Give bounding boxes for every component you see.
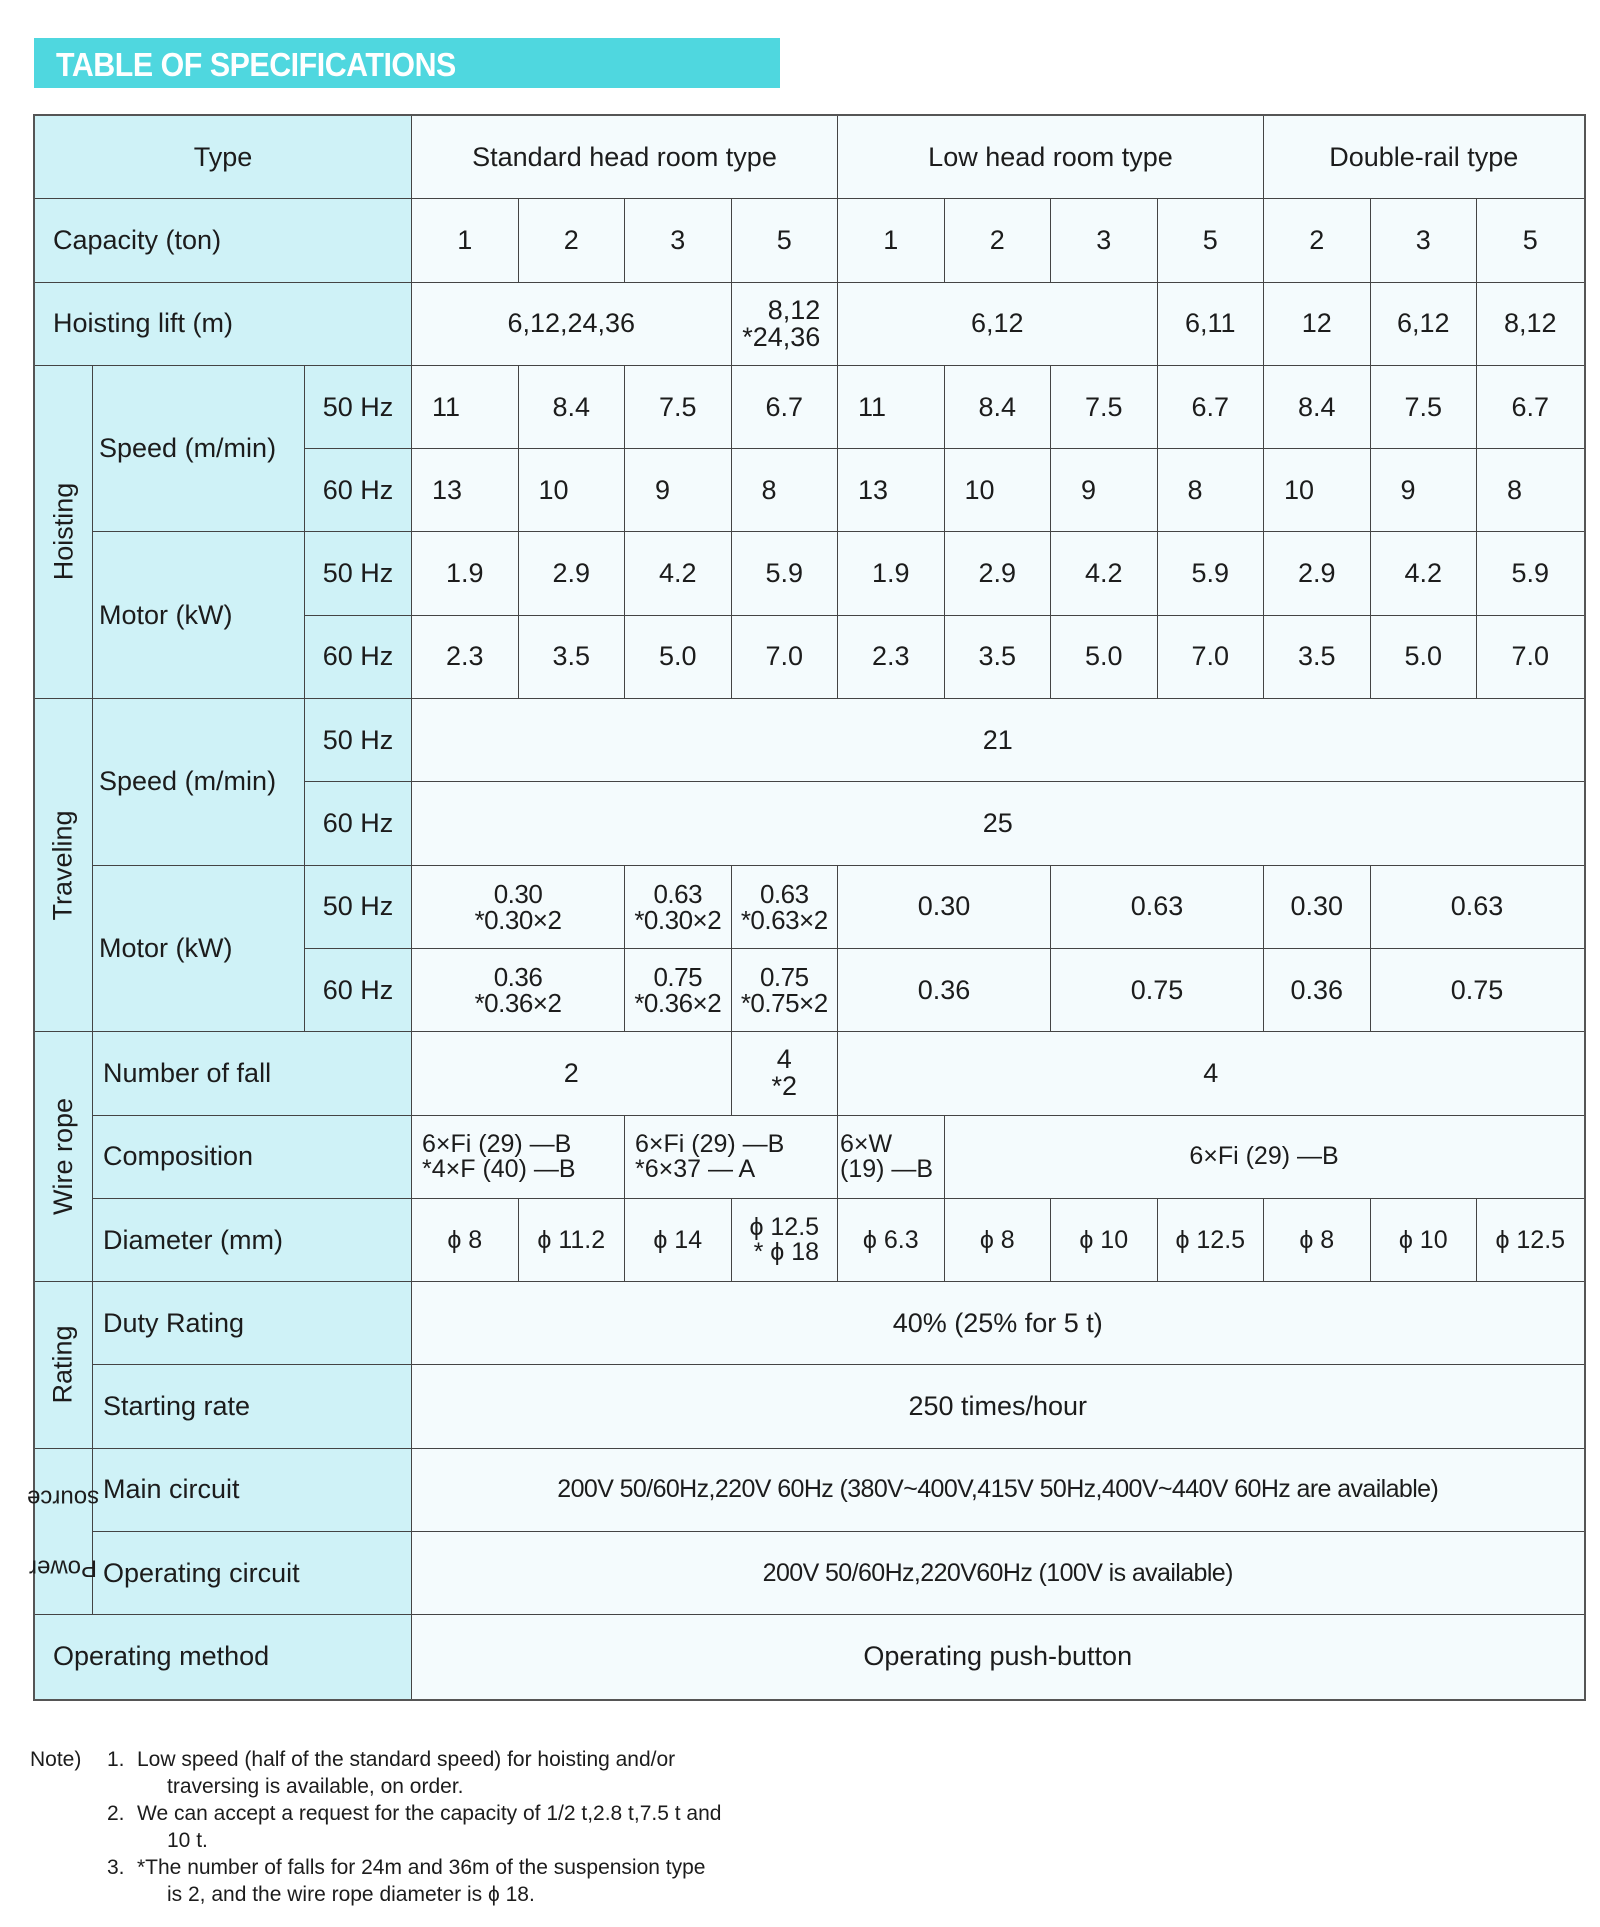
- note-item: [30, 1854, 767, 1881]
- value-alt: * ϕ 18: [753, 1238, 820, 1266]
- hz-60-label: 60 Hz: [305, 449, 412, 532]
- hoisting-speed-60-cell: 9: [1051, 449, 1158, 532]
- diameter-cell: ϕ 8: [945, 1199, 1052, 1282]
- hoisting-speed-60-cell: 9: [1371, 449, 1478, 532]
- hoisting-speed-50-cell: 11: [838, 366, 945, 449]
- hoisting-motor-50-cell: 2.9: [945, 532, 1052, 615]
- value-alt: *0.63×2: [740, 904, 828, 935]
- capacity-cell: 1: [838, 199, 945, 282]
- type-header: Type: [35, 116, 412, 199]
- value-main: 6×Fi (29) —B: [635, 1129, 785, 1158]
- capacity-cell: 5: [1477, 199, 1584, 282]
- note-text: We can accept a request for the capacity of 1/2 t,2.8 t,7.5 t and: [137, 1802, 722, 1825]
- type-standard-head-room: Standard head room type: [412, 116, 838, 199]
- hoisting-speed-60-cell: 9: [625, 449, 732, 532]
- number-of-fall-cell: 4: [838, 1032, 1584, 1115]
- value-main: 0.30: [493, 878, 543, 909]
- value-main: 0.63: [759, 878, 809, 909]
- duty-rating-label: Duty Rating: [93, 1282, 412, 1365]
- note-text: *The number of falls for 24m and 36m of the suspension type: [137, 1856, 706, 1879]
- value-main: 6×W: [840, 1129, 893, 1158]
- traveling-motor-50-cell: 0.63: [1051, 866, 1264, 949]
- value-main: 0.63: [653, 878, 703, 909]
- hoisting-motor-label: Motor (kW): [93, 532, 305, 699]
- title-bar: [34, 38, 780, 88]
- diameter-cell: ϕ 12.5: [1477, 1199, 1584, 1282]
- traveling-motor-60-cell: [412, 949, 625, 1032]
- hoisting-motor-60-cell: 7.0: [732, 616, 839, 699]
- capacity-cell: 5: [732, 199, 839, 282]
- diameter-cell: ϕ 10: [1051, 1199, 1158, 1282]
- hoisting-lift-main: 8,12: [767, 294, 821, 325]
- hoisting-motor-50-cell: 5.9: [1477, 532, 1584, 615]
- value-alt: *0.36×2: [634, 988, 722, 1019]
- hoisting-speed-label: Speed (m/min): [93, 366, 305, 533]
- hoisting-lift-cell: 12: [1264, 283, 1371, 366]
- hoisting-group-label: [35, 366, 93, 699]
- traveling-motor-60-cell: 0.75: [1371, 949, 1584, 1032]
- number-of-fall-cell: 2: [412, 1032, 732, 1115]
- traveling-group-label: [35, 699, 93, 1032]
- value-alt: *0.30×2: [634, 904, 722, 935]
- traveling-motor-50-cell: [732, 866, 839, 949]
- capacity-label: Capacity (ton): [35, 199, 412, 282]
- composition-cell: [412, 1116, 625, 1199]
- value-main: 0.75: [653, 962, 703, 993]
- traveling-motor-50-cell: 0.63: [1371, 866, 1584, 949]
- traveling-motor-60-cell: [732, 949, 839, 1032]
- traveling-motor-label: Motor (kW): [93, 866, 305, 1033]
- capacity-cell: 2: [1264, 199, 1371, 282]
- diameter-cell: ϕ 8: [412, 1199, 519, 1282]
- hz-50-label: 50 Hz: [305, 699, 412, 782]
- diameter-cell: [732, 1199, 839, 1282]
- operating-circuit-label: Operating circuit: [93, 1532, 412, 1615]
- type-double-rail: Double-rail type: [1264, 116, 1584, 199]
- starting-rate-value: 250 times/hour: [412, 1365, 1584, 1448]
- diameter-cell: ϕ 12.5: [1158, 1199, 1265, 1282]
- traveling-motor-60-cell: 0.36: [838, 949, 1051, 1032]
- hz-60-label: 60 Hz: [305, 616, 412, 699]
- note-head: Note): [30, 1748, 82, 1771]
- hoisting-motor-50-cell: 2.9: [519, 532, 626, 615]
- rating-group-label: [35, 1282, 93, 1449]
- hoisting-speed-60-cell: 8: [1477, 449, 1584, 532]
- composition-label: Composition: [93, 1116, 412, 1199]
- value-alt: *0.36×2: [474, 988, 562, 1019]
- hz-50-label: 50 Hz: [305, 366, 412, 449]
- power-source-line2: source: [27, 1484, 100, 1512]
- hz-50-label: 50 Hz: [305, 532, 412, 615]
- main-circuit-label: Main circuit: [93, 1449, 412, 1532]
- hoisting-lift-cell: 8,12: [1477, 283, 1584, 366]
- traveling-motor-50-cell: 0.30: [838, 866, 1051, 949]
- traveling-motor-60-cell: 0.75: [1051, 949, 1264, 1032]
- composition-cell: 6×Fi (29) —B: [945, 1116, 1584, 1199]
- composition-cell: [838, 1116, 945, 1199]
- hoisting-speed-60-cell: 8: [1158, 449, 1265, 532]
- diameter-cell: ϕ 11.2: [519, 1199, 626, 1282]
- note-number: 1.: [107, 1748, 125, 1771]
- composition-cell: [625, 1116, 838, 1199]
- hoisting-speed-50-cell: 6.7: [1477, 366, 1584, 449]
- diameter-cell: ϕ 10: [1371, 1199, 1478, 1282]
- value-main: ϕ 12.5: [749, 1213, 820, 1241]
- hoisting-motor-50-cell: 2.9: [1264, 532, 1371, 615]
- power-source-group-label: [27, 1449, 100, 1616]
- hoisting-speed-50-cell: 7.5: [1051, 366, 1158, 449]
- hoisting-speed-60-cell: 10: [519, 449, 626, 532]
- diameter-cell: ϕ 14: [625, 1199, 732, 1282]
- page-title: TABLE OF SPECIFICATIONS: [56, 46, 456, 83]
- capacity-cell: 3: [625, 199, 732, 282]
- hoisting-lift-label: Hoisting lift (m): [35, 283, 412, 366]
- hoisting-lift-cell: 6,12,24,36: [412, 283, 732, 366]
- traveling-speed-label: Speed (m/min): [93, 699, 305, 866]
- value-alt: *0.30×2: [474, 904, 562, 935]
- hoisting-speed-60-cell: 10: [945, 449, 1052, 532]
- traveling-speed-50-value: 21: [412, 699, 1584, 782]
- hoisting-speed-50-cell: 7.5: [625, 366, 732, 449]
- hoisting-motor-60-cell: 5.0: [1371, 616, 1478, 699]
- value-main: 0.36: [493, 962, 543, 993]
- hoisting-motor-50-cell: 4.2: [1371, 532, 1478, 615]
- value-alt: *6×37 — A: [635, 1154, 756, 1183]
- capacity-cell: 5: [1158, 199, 1265, 282]
- hoisting-speed-50-cell: 8.4: [1264, 366, 1371, 449]
- hoisting-speed-60-cell: 13: [412, 449, 519, 532]
- hoisting-motor-60-cell: 3.5: [1264, 616, 1371, 699]
- note-item: [30, 1800, 767, 1827]
- power-source-line1: Power: [29, 1554, 98, 1582]
- note-item: [30, 1746, 767, 1773]
- hoisting-motor-60-cell: 2.3: [412, 616, 519, 699]
- hoisting-motor-60-cell: 3.5: [945, 616, 1052, 699]
- hoisting-lift-cell: 6,11: [1158, 283, 1265, 366]
- value-main: 0.75: [759, 962, 809, 993]
- capacity-cell: 3: [1051, 199, 1158, 282]
- hoisting-speed-50-cell: 6.7: [1158, 366, 1265, 449]
- hoisting-motor-60-cell: 7.0: [1158, 616, 1265, 699]
- capacity-cell: 2: [945, 199, 1052, 282]
- diameter-cell: ϕ 8: [1264, 1199, 1371, 1282]
- hoisting-lift-cell: 6,12: [1371, 283, 1478, 366]
- hoisting-speed-60-cell: 10: [1264, 449, 1371, 532]
- value-alt: *0.75×2: [740, 988, 828, 1019]
- hoisting-motor-50-cell: 5.9: [732, 532, 839, 615]
- hoisting-motor-60-cell: 7.0: [1477, 616, 1584, 699]
- notes: [30, 1746, 767, 1908]
- value-alt: *4×F (40) —B: [422, 1154, 576, 1183]
- hoisting-speed-50-cell: 8.4: [945, 366, 1052, 449]
- hoisting-motor-50-cell: 4.2: [1051, 532, 1158, 615]
- note-text-continued: traversing is available, on order.: [167, 1775, 464, 1798]
- hoisting-speed-50-cell: 6.7: [732, 366, 839, 449]
- main-circuit-value: 200V 50/60Hz,220V 60Hz (380V~400V,415V 50Hz,400V~440V 60Hz are available): [412, 1449, 1584, 1532]
- hoisting-speed-50-cell: 7.5: [1371, 366, 1478, 449]
- traveling-speed-60-value: 25: [412, 782, 1584, 865]
- traveling-motor-50-cell: [412, 866, 625, 949]
- hoisting-motor-50-cell: 1.9: [412, 532, 519, 615]
- note-number: 2.: [107, 1802, 125, 1825]
- traveling-group-text: Traveling: [48, 810, 79, 921]
- value-main: 6×Fi (29) —B: [422, 1129, 572, 1158]
- wire-rope-group-label: [35, 1032, 93, 1282]
- hoisting-motor-60-cell: 5.0: [625, 616, 732, 699]
- note-text-continued: 10 t.: [167, 1829, 208, 1852]
- diameter-label: Diameter (mm): [93, 1199, 412, 1282]
- hoisting-group-text: Hoisting: [48, 483, 79, 581]
- hoisting-motor-50-cell: 4.2: [625, 532, 732, 615]
- note-text: Low speed (half of the standard speed) for hoisting and/or: [137, 1748, 676, 1771]
- hz-60-label: 60 Hz: [305, 949, 412, 1032]
- hz-60-label: 60 Hz: [305, 782, 412, 865]
- operating-method-label: Operating method: [35, 1615, 412, 1698]
- number-of-fall-label: Number of fall: [93, 1032, 412, 1115]
- number-of-fall-cell: [732, 1032, 839, 1115]
- duty-rating-value: 40% (25% for 5 t): [412, 1282, 1584, 1365]
- hz-50-label: 50 Hz: [305, 866, 412, 949]
- hoisting-speed-60-cell: 13: [838, 449, 945, 532]
- rating-group-text: Rating: [48, 1325, 79, 1404]
- value-alt: *2: [771, 1071, 798, 1102]
- traveling-motor-60-cell: [625, 949, 732, 1032]
- traveling-motor-50-cell: 0.30: [1264, 866, 1371, 949]
- hoisting-motor-60-cell: 5.0: [1051, 616, 1158, 699]
- starting-rate-label: Starting rate: [93, 1365, 412, 1448]
- diameter-cell: ϕ 6.3: [838, 1199, 945, 1282]
- hoisting-speed-50-cell: 11: [412, 366, 519, 449]
- hoisting-speed-50-cell: 8.4: [519, 366, 626, 449]
- hoisting-motor-60-cell: 2.3: [838, 616, 945, 699]
- hoisting-speed-60-cell: 8: [732, 449, 839, 532]
- operating-method-value: Operating push-button: [412, 1615, 1584, 1698]
- wire-rope-group-text: Wire rope: [48, 1098, 78, 1216]
- note-number: 3.: [107, 1856, 125, 1879]
- capacity-cell: 1: [412, 199, 519, 282]
- value-alt: (19) —B: [840, 1154, 934, 1183]
- hoisting-motor-60-cell: 3.5: [519, 616, 626, 699]
- hoisting-lift-cell: 6,12: [838, 283, 1158, 366]
- hoisting-motor-50-cell: 5.9: [1158, 532, 1265, 615]
- operating-circuit-value: 200V 50/60Hz,220V60Hz (100V is available): [412, 1532, 1584, 1615]
- capacity-cell: 3: [1371, 199, 1478, 282]
- traveling-motor-50-cell: [625, 866, 732, 949]
- hoisting-motor-50-cell: 1.9: [838, 532, 945, 615]
- capacity-cell: 2: [519, 199, 626, 282]
- value-main: 4: [776, 1044, 792, 1075]
- type-low-head-room: Low head room type: [838, 116, 1264, 199]
- spec-table: [27, 114, 1586, 1701]
- note-text-continued: is 2, and the wire rope diameter is ϕ 18.: [167, 1883, 535, 1906]
- traveling-motor-60-cell: 0.36: [1264, 949, 1371, 1032]
- hoisting-lift-cell: [732, 283, 839, 366]
- hoisting-lift-alt: *24,36: [742, 321, 821, 352]
